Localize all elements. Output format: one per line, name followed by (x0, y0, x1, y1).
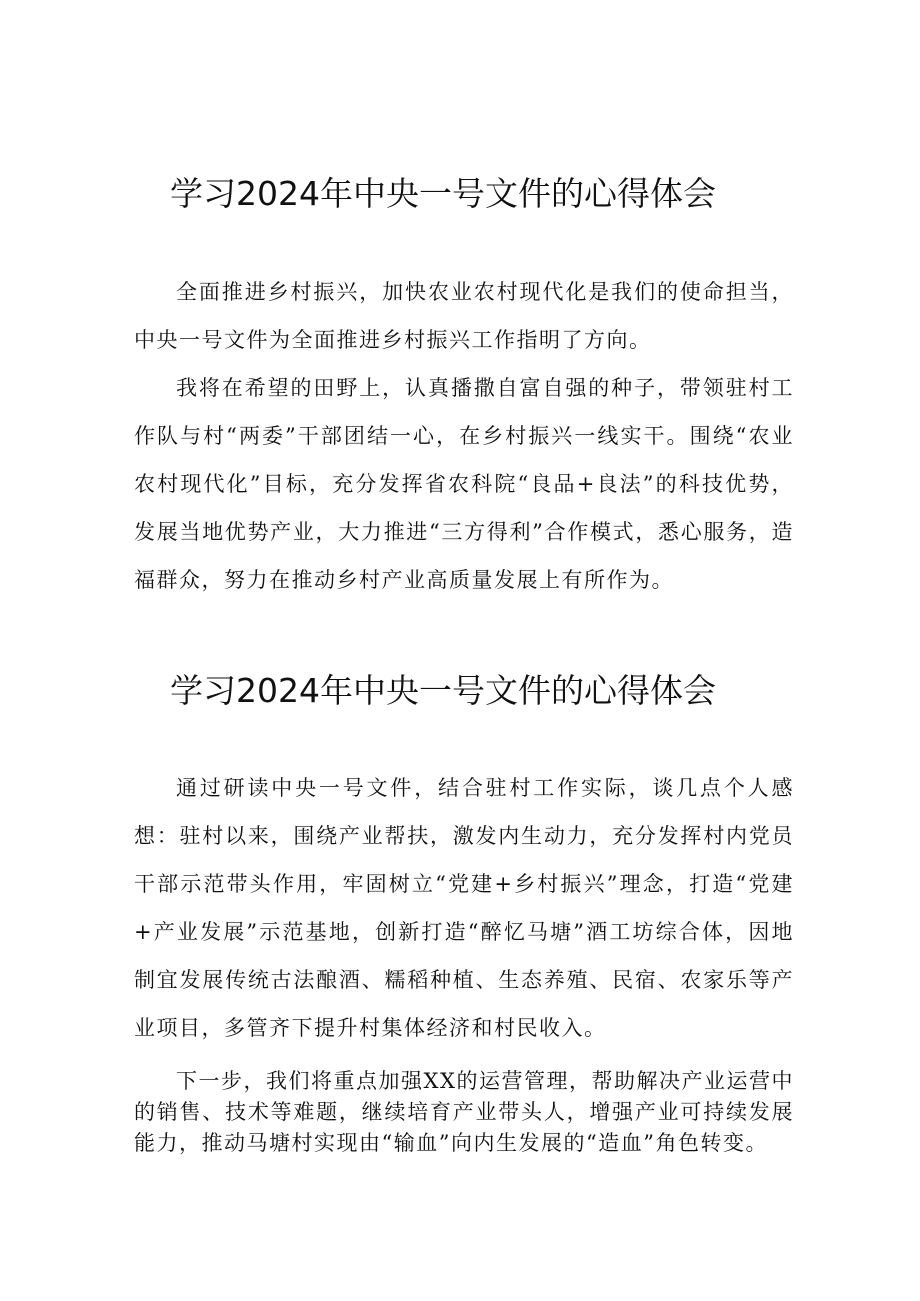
section-1-paragraph-2: 我将在希望的田野上，认真播撒自富自强的种子，带领驻村工作队与村“两委”干部团结一心，在乡村振兴一线实干。围绕“农业农村现代化”目标，充分发挥省农科院“良品+良法”的科技优势，发展当地优势产业，大力推进“三方得利”合作模式，悉心服务，造福群众，努力在推动乡村产业高质量发展上有所作为。 (134, 376, 794, 592)
section-2-title: 学习2024年中央一号文件的心得体会 (170, 671, 716, 710)
section-1-title: 学习2024年中央一号文件的心得体会 (170, 174, 716, 213)
section-2-paragraph-2: 下一步，我们将重点加强XX的运营管理，帮助解决产业运营中的销售、技术等难题，继续培育产业带头人，增强产业可持续发展能力，推动马塘村实现由“输血”向内生发展的“造血”角色转变。 (134, 1069, 794, 1155)
section-2-paragraph-1: 通过研读中央一号文件，结合驻村工作实际，谈几点个人感想：驻村以来，围绕产业帮扶，激发内生动力，充分发挥村内党员干部示范带头作用，牢固树立“党建+乡村振兴”理念，打造“党建+产业发展”示范基地，创新打造“醉忆马塘”酒工坊综合体，因地制宜发展传统古法酿酒、糯稻种植、生态养殖、民宿、农家乐等产业项目，多管齐下提升村集体经济和村民收入。 (134, 776, 794, 1040)
section-1-paragraph-1: 全面推进乡村振兴，加快农业农村现代化是我们的使命担当，中央一号文件为全面推进乡村振兴工作指明了方向。 (134, 280, 794, 352)
